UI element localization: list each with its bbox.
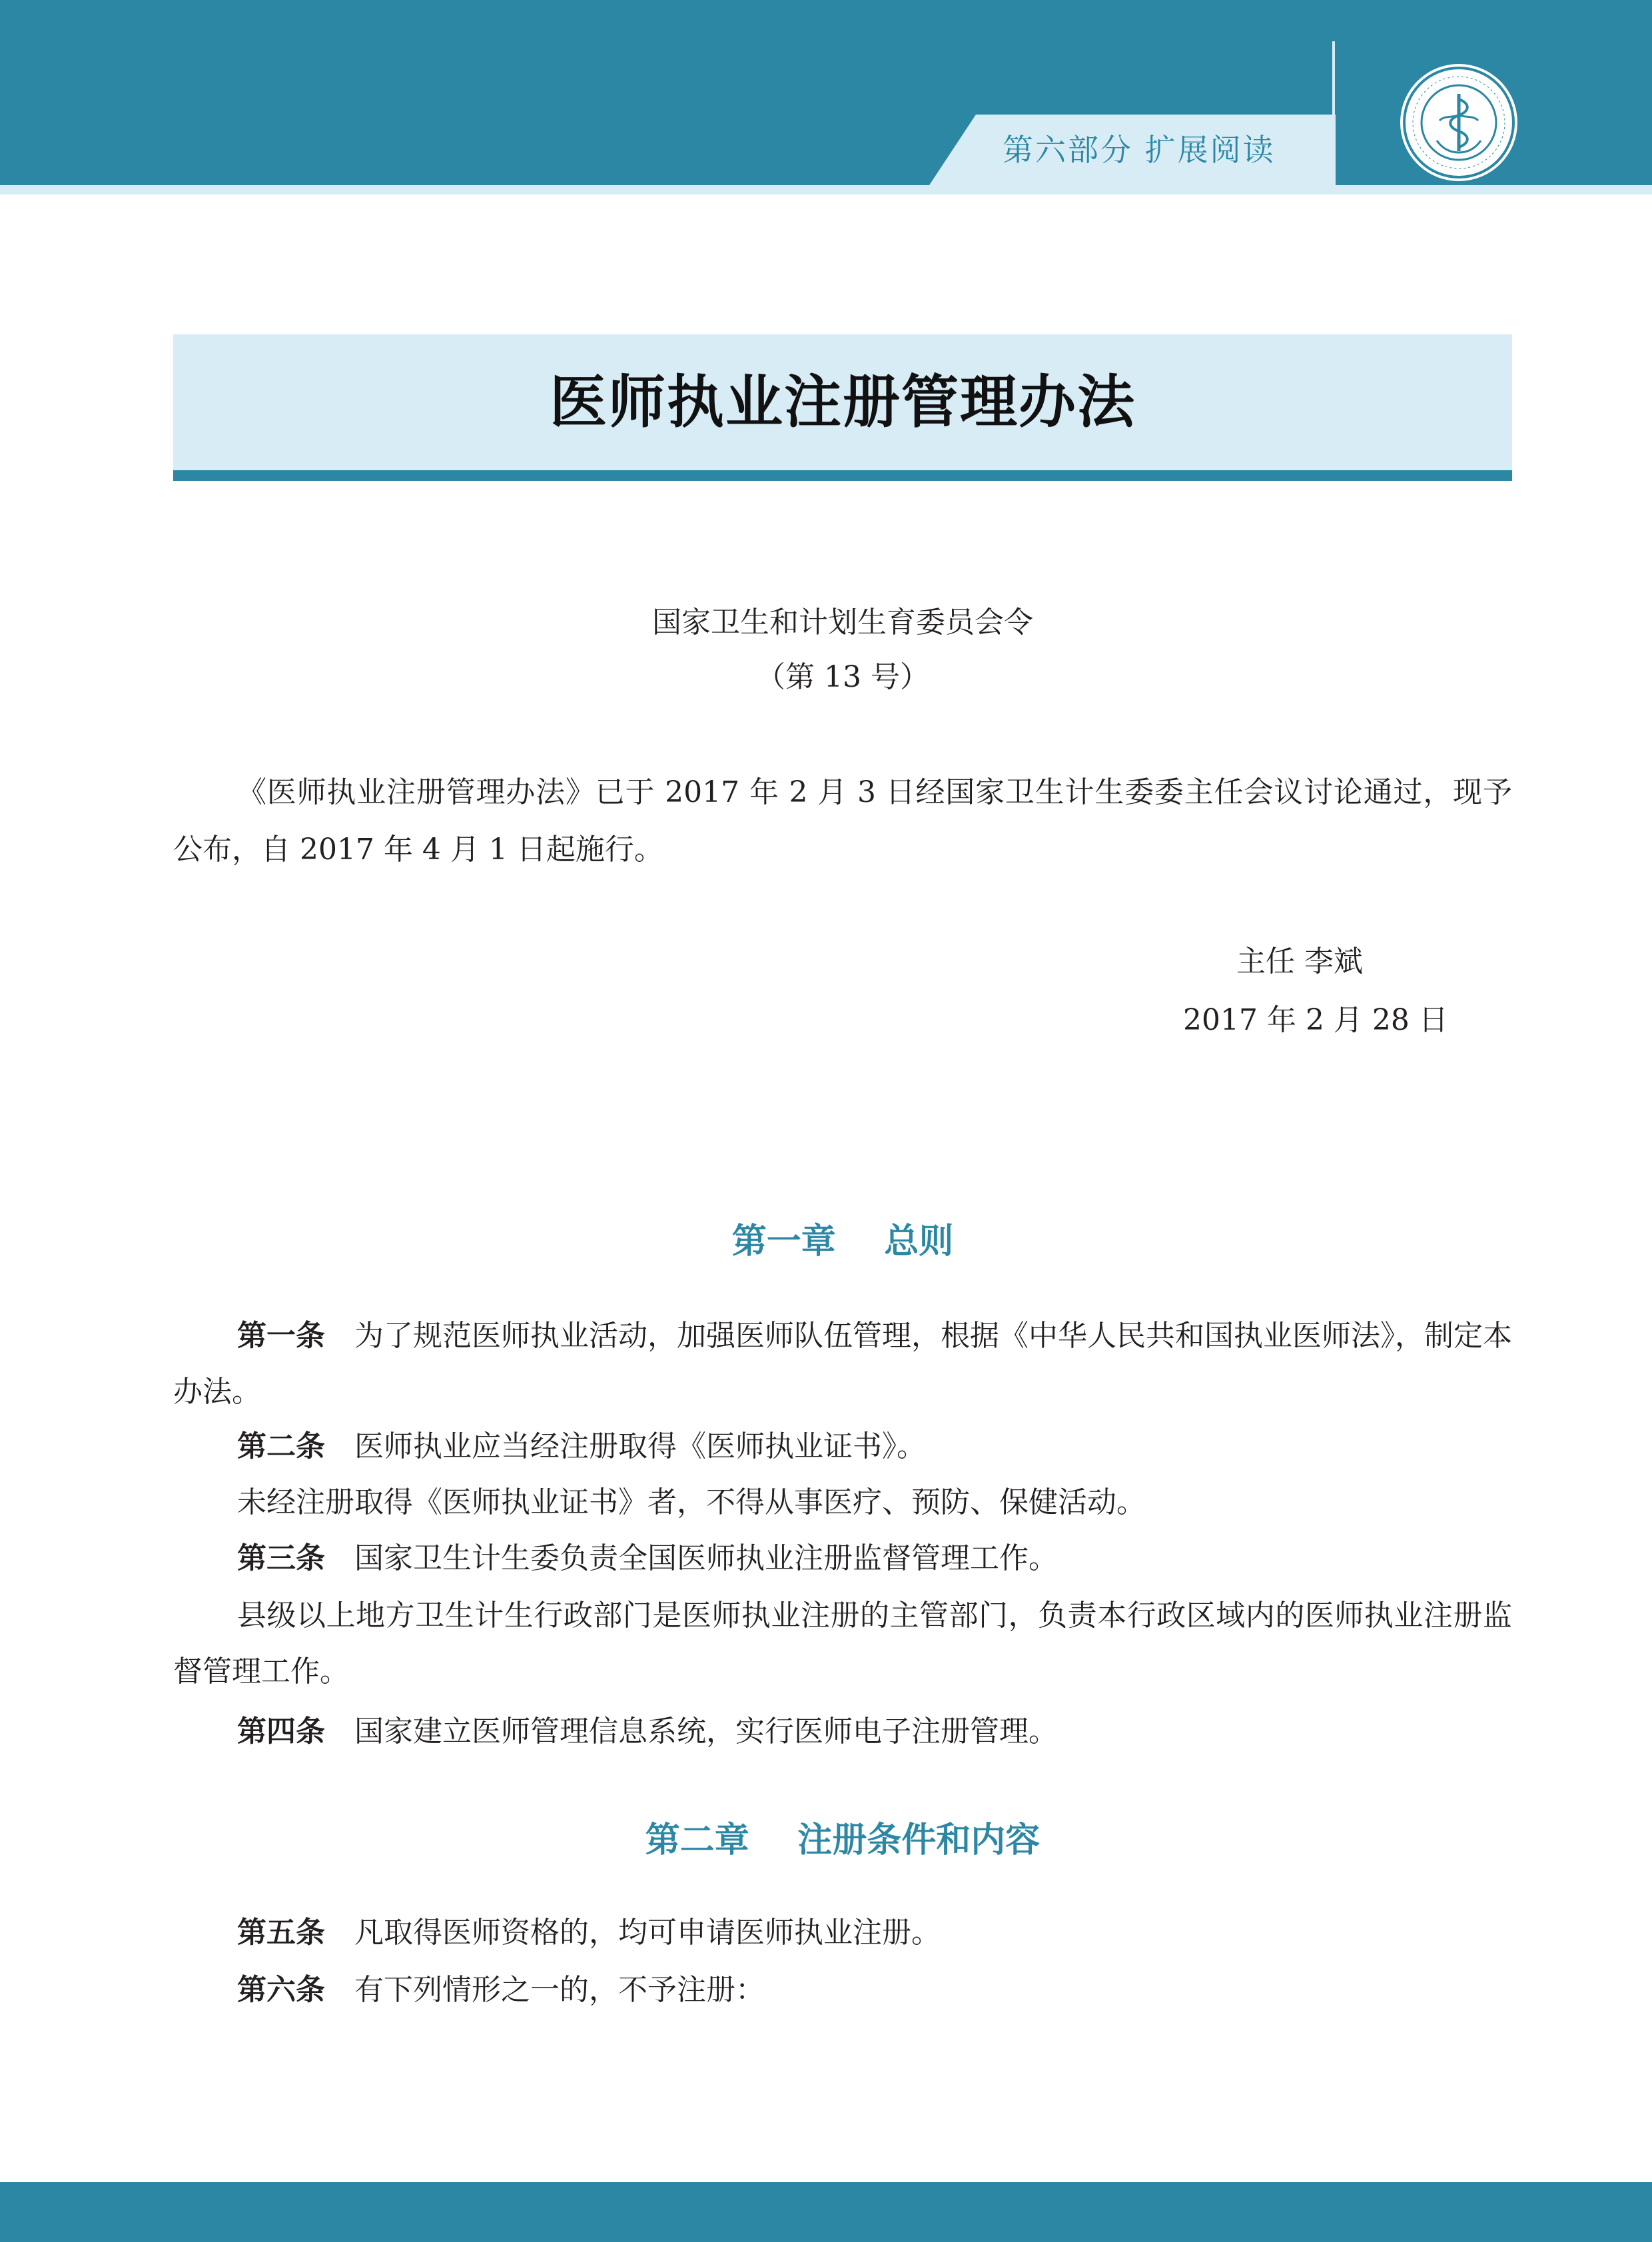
decree-number: （第 13 号） [756,660,929,694]
title-underline [173,470,1512,481]
signature-date: 2017 年 2 月 28 日 [1183,1003,1448,1037]
chapter-heading-1: 第一章 总则 [731,1222,954,1262]
document-title: 医师执业注册管理办法 [550,369,1136,436]
article-text: 为了规范医师执业活动，加强医师队伍管理，根据《中华人民共和国执业医师法》，制定本办法。 [173,1319,1512,1409]
article-2 [173,1419,1512,1475]
article-label: 第四条 [237,1714,325,1748]
preamble-paragraph: 《医师执业注册管理办法》已于 2017 年 2 月 3 日经国家卫生计生委委主任会议讨论通过，现予公布，自 2017 年 4 月 1 日起施行。 [173,775,1512,867]
article-label: 第一条 [237,1319,325,1353]
decree-issuer: 国家卫生和计划生育委员会令 [652,605,1033,639]
chapter-heading-2: 第二章 注册条件和内容 [645,1820,1040,1860]
article-label: 第二条 [237,1429,325,1463]
article-text: 凡取得医师资格的，均可申请医师执业注册。 [354,1916,941,1950]
university-emblem-icon [1398,62,1519,183]
article-text: 医师执业应当经注册取得《医师执业证书》。 [354,1429,926,1463]
section-label: 第六部分 扩展阅读 [1003,132,1276,168]
signer: 主任 李斌 [1236,944,1363,978]
article-3 [173,1531,1512,1587]
article-2-continuation [173,1475,1512,1531]
article-5 [173,1905,1512,1961]
article-6 [173,1962,1512,2018]
header-light-strip [0,185,1652,194]
article-text: 未经注册取得《医师执业证书》者，不得从事医疗、预防、保健活动。 [237,1485,1146,1519]
article-1 [173,1308,1512,1420]
article-label: 第六条 [237,1973,325,2007]
article-label: 第三条 [237,1541,325,1575]
article-text: 有下列情形之一的，不予注册： [354,1973,765,2007]
article-label: 第五条 [237,1916,325,1950]
article-text: 国家卫生计生委负责全国医师执业注册监督管理工作。 [354,1541,1058,1575]
footer-band [0,2182,1652,2242]
article-text: 国家建立医师管理信息系统，实行医师电子注册管理。 [354,1714,1058,1748]
article-4 [173,1704,1512,1760]
article-text: 县级以上地方卫生计生行政部门是医师执业注册的主管部门，负责本行政区域内的医师执业注册监督管理工作。 [173,1599,1512,1688]
header-divider [1332,41,1335,185]
article-3-continuation [173,1588,1512,1700]
